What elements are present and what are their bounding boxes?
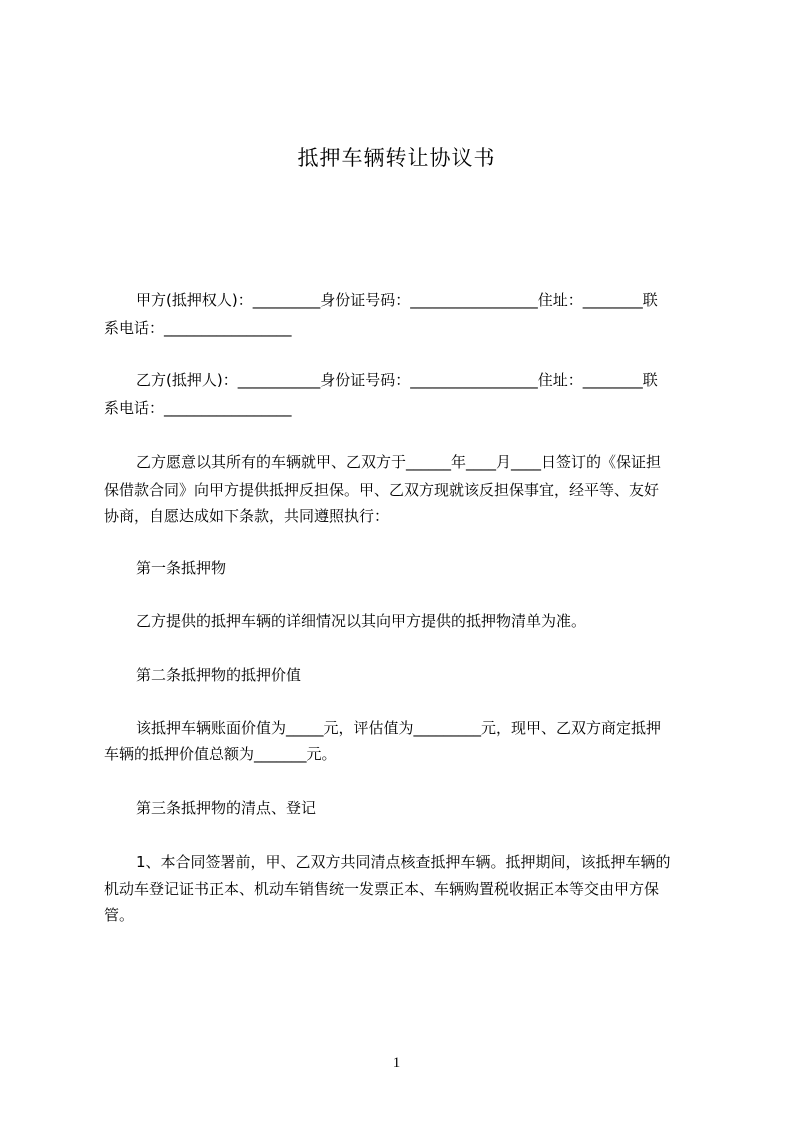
page-number: 1: [392, 1055, 401, 1071]
preamble-line-2: 保借款合同》向甲方提供抵押反担保。甲、乙双方现就该反担保事宜，经平等、友好: [104, 481, 660, 499]
party-a-line-2: 系电话：_________________: [104, 319, 292, 337]
article-2-heading: 第二条抵押物的抵押价值: [136, 666, 302, 684]
article-2-line-2: 车辆的抵押价值总额为_______元。: [104, 745, 337, 763]
article-3-line-3: 管。: [104, 906, 135, 924]
document-title: 抵押车辆转让协议书: [297, 146, 496, 170]
preamble-line-3: 协商，自愿达成如下条款，共同遵照执行：: [104, 507, 390, 525]
article-3-heading: 第三条抵押物的清点、登记: [136, 799, 317, 817]
article-1-body: 乙方提供的抵押车辆的详细情况以其向甲方提供的抵押物清单为准。: [136, 612, 587, 630]
article-2-line-1: 该抵押车辆账面价值为_____元，评估值为_________元，现甲、乙双方商定抵押: [136, 719, 662, 737]
article-3-line-1: 1、本合同签署前，甲、乙双方共同清点核查抵押车辆。抵押期间，该抵押车辆的: [136, 853, 671, 871]
party-b-line-1: 乙方(抵押人)：___________身份证号码：_________________住址：________联: [136, 371, 658, 389]
party-b-line-2: 系电话：_________________: [104, 399, 292, 417]
article-3-line-2: 机动车登记证书正本、机动车销售统一发票正本、车辆购置税收据正本等交由甲方保: [104, 880, 660, 898]
article-1-heading: 第一条抵押物: [136, 559, 227, 577]
party-a-line-1: 甲方(抵押权人)：_________身份证号码：_________________住址：________联: [136, 291, 658, 309]
preamble-line-1: 乙方愿意以其所有的车辆就甲、乙双方于______年____月____日签订的《保证担: [136, 453, 662, 471]
